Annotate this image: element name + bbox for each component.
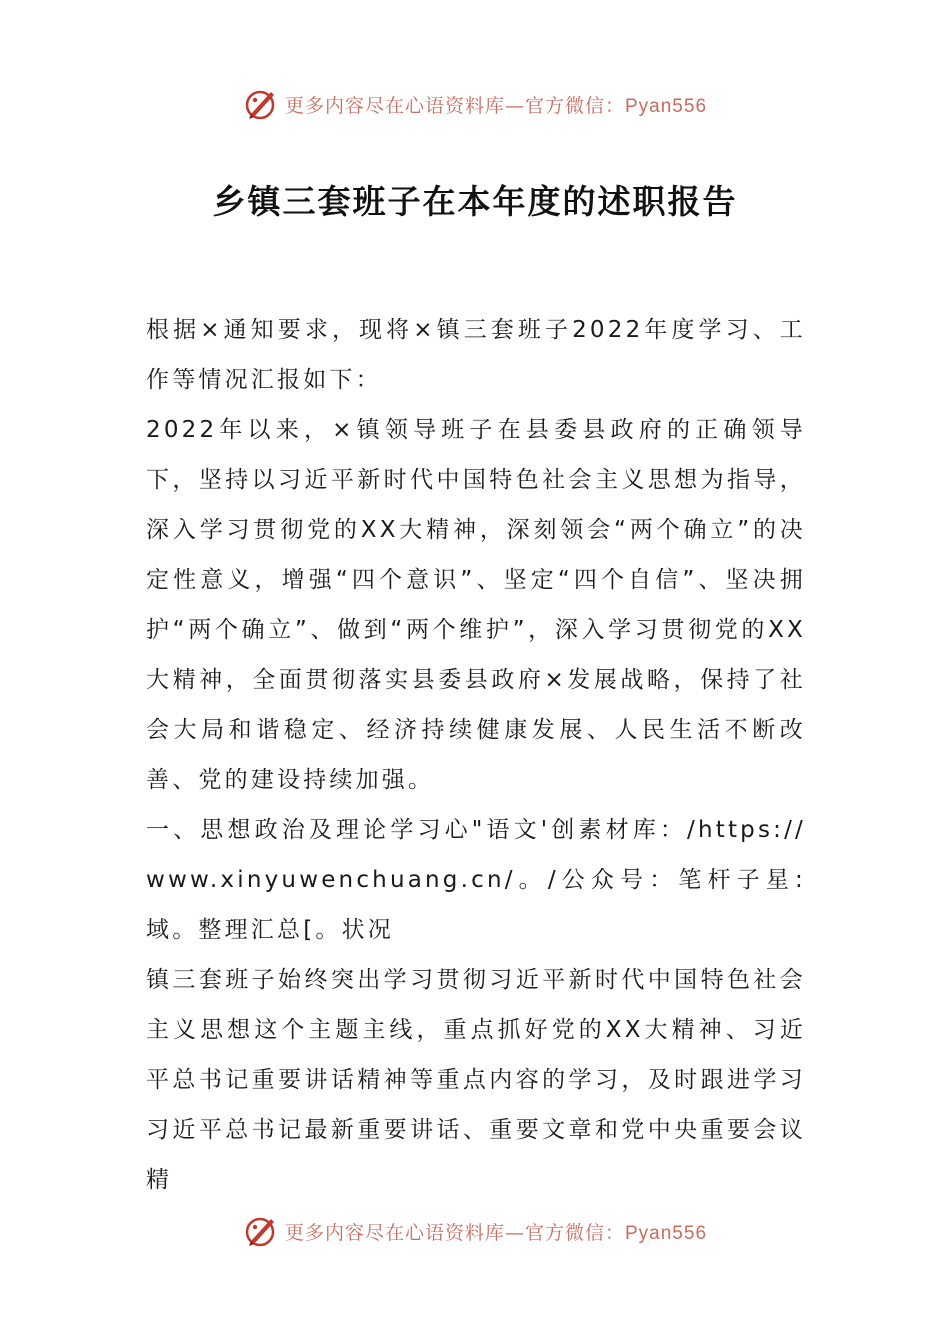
header-watermark-banner bbox=[0, 84, 950, 124]
paragraph-study: 镇三套班子始终突出学习贯彻习近平新时代中国特色社会主义思想这个主题主线，重点抓好党的XX大精神、习近平总书记重要讲话精神等重点内容的学习，及时跟进学习习近平总书记最新重要讲话、重要文章和党中央重要会议精 bbox=[146, 967, 806, 1193]
header-wechat-id: Pyan556 bbox=[625, 95, 708, 117]
footer-wechat-id: Pyan556 bbox=[625, 1222, 708, 1244]
footer-watermark-banner bbox=[0, 1211, 950, 1251]
paragraph-overview: 2022年以来，×镇领导班子在县委县政府的正确领导下，坚持以习近平新时代中国特色社会主义思想为指导，深入学习贯彻党的XX大精神，深刻领会“两个确立”的决定性意义，增强“四个意识”、坚定“四个自信”、坚决拥护“两个确立”、做到“两个维护”，深入学习贯彻党的XX大精神，全面贯彻落实县委县政府×发展战略，保持了社会大局和谐稳定、经济持续健康发展、人民生活不断改善、党的建设持续加强。 bbox=[146, 417, 806, 793]
pen-logo-icon bbox=[243, 1213, 279, 1249]
document-body bbox=[146, 305, 806, 1205]
footer-watermark-text: 更多内容尽在心语资料库—官方微信：Pyan556 bbox=[284, 1221, 708, 1244]
pen-logo-icon bbox=[243, 86, 279, 122]
section-heading-1: 一、思想政治及理论学习心"语文'创素材库：/https://www.xinyuwenchuang.cn/。/公众号：笔杆子星:域。整理汇总[。状况 bbox=[146, 817, 806, 943]
document-title: 乡镇三套班子在本年度的述职报告 bbox=[212, 182, 738, 221]
paragraph-intro: 根据×通知要求，现将×镇三套班子2022年度学习、工作等情况汇报如下： bbox=[146, 317, 806, 393]
header-watermark-text: 更多内容尽在心语资料库—官方微信：Pyan556 bbox=[284, 94, 708, 117]
